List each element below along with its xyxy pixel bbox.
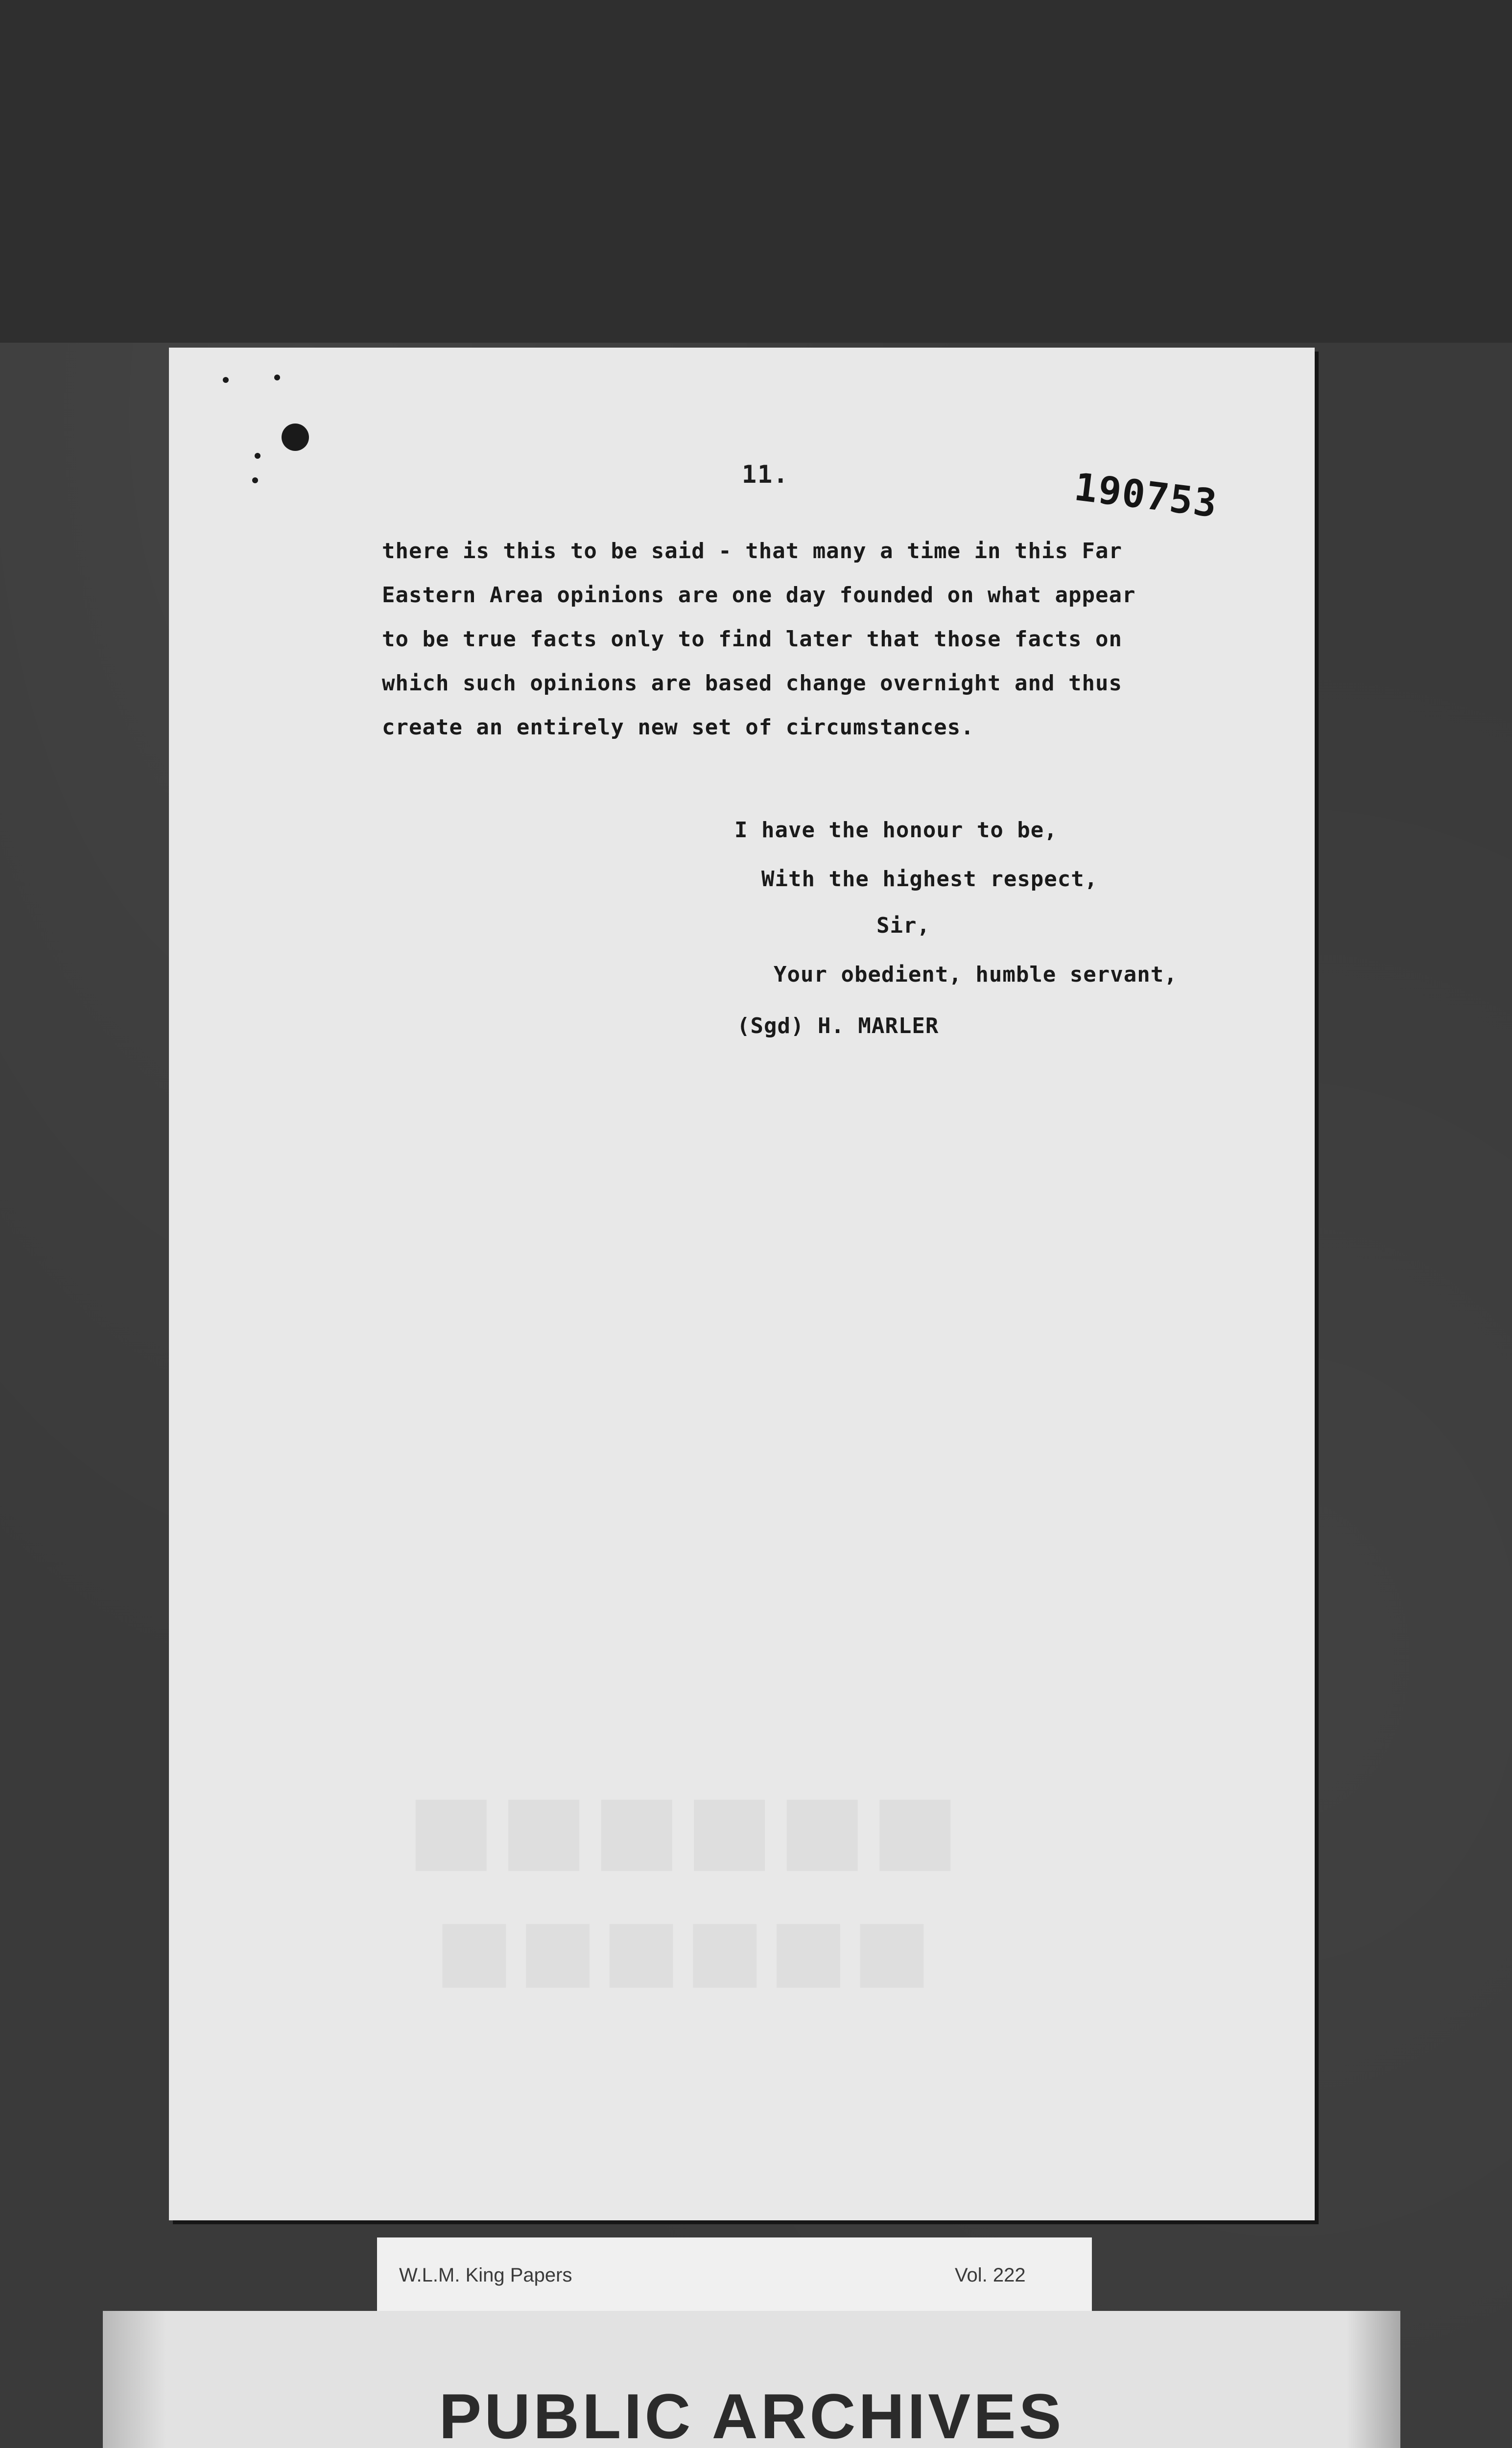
signature: (Sgd) H. MARLER	[737, 1013, 939, 1038]
paper-watermark	[343, 1772, 1028, 1882]
paper-watermark	[343, 1900, 1028, 1998]
closing-servant: Your obedient, humble servant,	[774, 962, 1178, 987]
page-number: 11.	[742, 460, 789, 489]
closing-respect: With the highest respect,	[761, 867, 1098, 892]
reference-series: W.L.M. King Papers	[399, 2264, 572, 2286]
closing-salutation: I have the honour to be,	[734, 818, 1058, 843]
punch-hole-small	[223, 377, 229, 383]
archives-card	[103, 2311, 1400, 2448]
punch-hole-small	[274, 375, 280, 380]
background-top-band	[0, 0, 1512, 343]
punch-hole-small	[255, 453, 260, 459]
letter-body-line: Eastern Area opinions are one day founded on what appear	[382, 583, 1136, 608]
punch-hole-small	[252, 477, 258, 483]
letter-body-line: there is this to be said - that many a time in this Far	[382, 539, 1122, 564]
reference-volume: Vol. 222	[955, 2264, 1026, 2286]
archives-card-line-english: PUBLIC ARCHIVES	[439, 2380, 1064, 2448]
punch-hole-large	[282, 424, 309, 451]
letter-body-line: create an entirely new set of circumstances.	[382, 715, 974, 740]
document-id-stamp: 190753	[1072, 465, 1220, 527]
reference-label	[377, 2237, 1092, 2311]
letter-body-line: which such opinions are based change overnight and thus	[382, 671, 1122, 696]
letter-body-line: to be true facts only to find later that those facts on	[382, 627, 1122, 652]
closing-sir: Sir,	[876, 913, 930, 938]
